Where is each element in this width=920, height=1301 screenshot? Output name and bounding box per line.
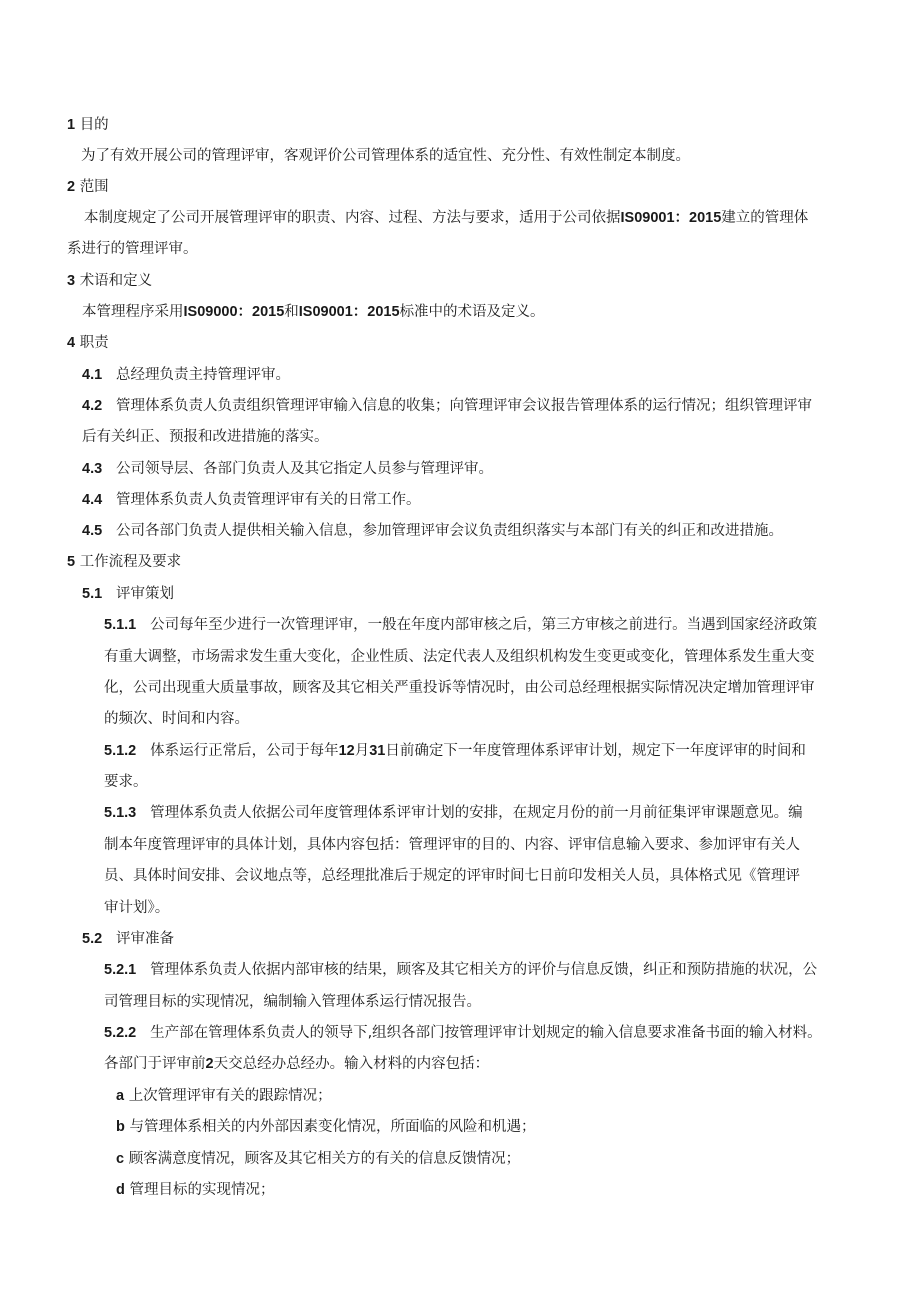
day-value: 31 [369,743,386,759]
subsection-title: 评审策划 [116,586,174,602]
clause-5-1-3-line-4: 审计划》。 [104,900,170,916]
section-number: 2 [67,179,76,195]
clause-5-1-1 [104,615,817,635]
clause-number: 4.5 [82,523,103,539]
subsection-5-1-heading [82,584,174,604]
clause-number: 4.4 [82,492,103,508]
clause-text: 生产部在管理体系负责人的领导下,组织各部门按管理评审计划规定的输入信息要求准备书面的输入材料。 [150,1025,822,1041]
list-text: 管理目标的实现情况； [129,1182,275,1198]
clause-4-5 [82,521,783,541]
section-title: 术语和定义 [79,273,153,289]
section-1-body: 为了有效开展公司的管理评审，客观评价公司管理体系的适宜性、充分性、有效性制定本制度。 [81,148,690,164]
text: 本管理程序采用 [82,304,184,320]
text: 标准中的术语及定义。 [399,304,545,320]
list-marker: b [116,1119,125,1135]
clause-text: 日前确定下一年度管理体系评审计划，规定下一年度评审的时间和 [385,743,806,759]
clause-4-3 [82,459,493,479]
section-2-heading [67,177,109,197]
list-marker: a [116,1088,125,1104]
clause-number: 5.2.1 [104,962,137,978]
list-item [116,1117,535,1137]
section-number: 5 [67,554,76,570]
clause-5-2-1-line-2: 司管理目标的实现情况，编制输入管理体系运行情况报告。 [104,994,481,1010]
standard-code: IS09000：2015 [183,304,285,320]
days-value: 2 [205,1056,214,1072]
subsection-title: 评审准备 [116,931,174,947]
clause-5-2-1 [104,960,817,980]
clause-5-2-2-line-2 [104,1054,489,1074]
clause-number: 4.2 [82,398,103,414]
list-text: 上次管理评审有关的跟踪情况； [128,1088,332,1104]
clause-5-1-2 [104,741,806,761]
clause-text: 管理体系负责人负责组织管理评审输入信息的收集；向管理评审会议报告管理体系的运行情况；组织管理评审 [116,398,812,414]
text: 和 [284,304,299,320]
clause-5-1-3 [104,803,803,823]
clause-5-1-3-line-2: 制本年度管理评审的具体计划，具体内容包括：管理评审的目的、内容、评审信息输入要求、参加评审有关人 [104,837,800,853]
clause-text: 体系运行正常后，公司于每年 [150,743,339,759]
list-marker: c [116,1151,125,1167]
clause-4-4 [82,490,421,510]
clause-number: 5.2.2 [104,1025,137,1041]
clause-number: 5.1.2 [104,743,137,759]
section-title: 范围 [79,179,109,195]
clause-5-1-1-line-3: 化，公司出现重大质量事故，顾客及其它相关严重投诉等情况时，由公司总经理根据实际情况决定增加管理评审 [104,680,815,696]
clause-number: 4.1 [82,367,103,383]
standard-code: IS09001：2015 [620,210,722,226]
clause-text: 各部门于评审前 [104,1056,206,1072]
section-5-heading [67,552,181,572]
clause-5-1-3-line-3: 员、具体时间安排、会议地点等，总经理批准后于规定的评审时间七日前印发相关人员，具体格式见《管理评 [104,868,800,884]
clause-text: 月 [354,743,370,759]
clause-4-1 [82,365,290,385]
section-2-body-line-1 [84,208,808,228]
clause-5-1-1-line-4: 的频次、时间和内容。 [104,711,249,727]
section-number: 1 [67,117,76,133]
clause-text: 总经理负责主持管理评审。 [116,367,290,383]
section-3-heading [67,271,152,291]
list-item [116,1180,274,1200]
list-text: 与管理体系相关的内外部因素变化情况，所面临的风险和机遇； [129,1119,536,1135]
subsection-number: 5.2 [82,931,103,947]
text: 建立的管理体 [721,210,809,226]
clause-text: 公司各部门负责人提供相关输入信息，参加管理评审会议负责组织落实与本部门有关的纠正和改进措施。 [116,523,783,539]
clause-number: 5.1.1 [104,617,137,633]
list-marker: d [116,1182,125,1198]
section-1-heading [67,115,109,135]
text: 本制度规定了公司开展管理评审的职责、内容、过程、方法与要求，适用于公司依据 [84,210,621,226]
clause-number: 4.3 [82,461,103,477]
section-title: 目的 [79,117,109,133]
clause-text: 管理体系负责人依据公司年度管理体系评审计划的安排，在规定月份的前一月前征集评审课题意见。编 [150,805,803,821]
clause-4-2-cont: 后有关纠正、预报和改进措施的落实。 [82,429,329,445]
subsection-number: 5.1 [82,586,103,602]
clause-5-1-2-line-2: 要求。 [104,774,148,790]
section-number: 4 [67,335,76,351]
clause-4-2 [82,396,812,416]
clause-text: 公司每年至少进行一次管理评审，一般在年度内部审核之后，第三方审核之前进行。当遇到国家经济政策 [150,617,818,633]
section-title: 职责 [79,335,109,351]
list-item [116,1086,332,1106]
subsection-5-2-heading [82,929,174,949]
clause-text: 公司领导层、各部门负责人及其它指定人员参与管理评审。 [116,461,493,477]
clause-text: 管理体系负责人依据内部审核的结果，顾客及其它相关方的评价与信息反馈，纠正和预防措施的状况，公 [150,962,818,978]
clause-number: 5.1.3 [104,805,137,821]
list-item [116,1149,520,1169]
month-value: 12 [338,743,355,759]
list-text: 顾客满意度情况，顾客及其它相关方的有关的信息反馈情况； [128,1151,521,1167]
clause-5-1-1-line-2: 有重大调整，市场需求发生重大变化，企业性质、法定代表人及组织机构发生变更或变化，管理体系发生重大变 [104,649,815,665]
clause-text: 管理体系负责人负责管理评审有关的日常工作。 [116,492,421,508]
standard-code: IS09001：2015 [298,304,400,320]
clause-text: 天交总经办总经办。输入材料的内容包括： [213,1056,490,1072]
section-number: 3 [67,273,76,289]
section-3-body [82,302,545,322]
section-4-heading [67,333,109,353]
clause-5-2-2 [104,1023,822,1043]
section-title: 工作流程及要求 [79,554,182,570]
section-2-body-line-2: 系进行的管理评审。 [67,241,198,257]
